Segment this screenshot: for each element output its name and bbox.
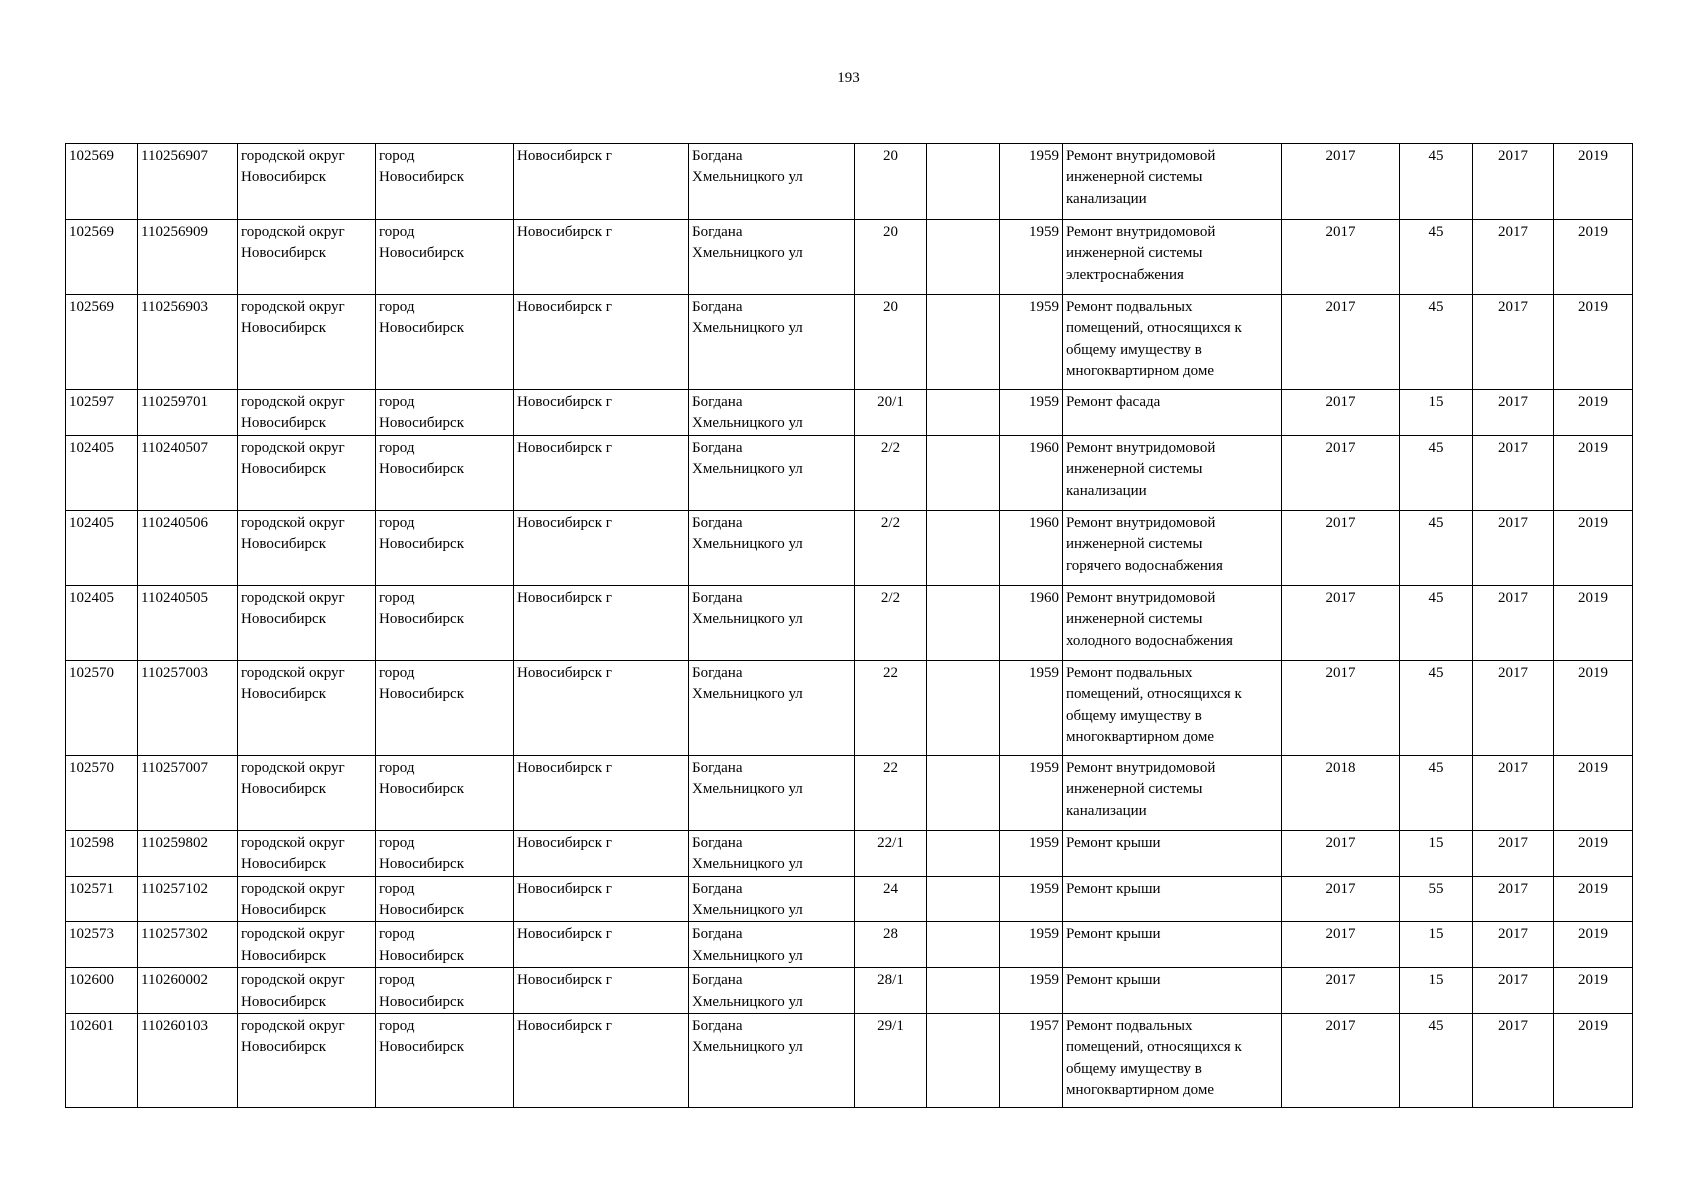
cell-wear-percent: 15 [1400, 390, 1473, 436]
table-row [66, 510, 1633, 585]
cell-house-number: 22 [855, 660, 927, 755]
cell-work-type: Ремонт крыши [1063, 968, 1282, 1014]
cell-street: Богдана Хмельницкого ул [689, 390, 855, 436]
cell-planned-year: 2017 [1282, 220, 1400, 295]
cell-municipality: городской округ Новосибирск [238, 922, 376, 968]
table-row [66, 968, 1633, 1014]
cell-settlement: город Новосибирск [376, 755, 514, 830]
cell-wear-percent: 15 [1400, 830, 1473, 876]
cell-period-end: 2019 [1554, 295, 1633, 390]
cell-city: Новосибирск г [514, 435, 689, 510]
cell-settlement: город Новосибирск [376, 968, 514, 1014]
cell-extra [927, 585, 1000, 660]
cell-house-number: 2/2 [855, 510, 927, 585]
cell-period-end: 2019 [1554, 510, 1633, 585]
cell-house-id: 102405 [66, 510, 138, 585]
cell-year-built: 1957 [1000, 1014, 1063, 1108]
table-body [66, 144, 1633, 1108]
table-row [66, 1014, 1633, 1108]
cell-period-end: 2019 [1554, 435, 1633, 510]
cell-house-id: 102405 [66, 585, 138, 660]
cell-house-id: 102569 [66, 220, 138, 295]
cell-period-start: 2017 [1473, 755, 1554, 830]
cell-work-code: 110257302 [138, 922, 238, 968]
cell-municipality: городской округ Новосибирск [238, 660, 376, 755]
cell-house-number: 28 [855, 922, 927, 968]
table-row [66, 922, 1633, 968]
cell-house-number: 22 [855, 755, 927, 830]
cell-house-number: 2/2 [855, 435, 927, 510]
cell-work-type: Ремонт крыши [1063, 876, 1282, 922]
cell-wear-percent: 45 [1400, 585, 1473, 660]
cell-work-code: 110240507 [138, 435, 238, 510]
cell-extra [927, 220, 1000, 295]
cell-period-start: 2017 [1473, 660, 1554, 755]
cell-extra [927, 660, 1000, 755]
cell-period-start: 2017 [1473, 1014, 1554, 1108]
cell-city: Новосибирск г [514, 295, 689, 390]
cell-year-built: 1959 [1000, 295, 1063, 390]
cell-period-start: 2017 [1473, 435, 1554, 510]
cell-house-id: 102569 [66, 144, 138, 220]
cell-street: Богдана Хмельницкого ул [689, 435, 855, 510]
cell-year-built: 1959 [1000, 968, 1063, 1014]
cell-street: Богдана Хмельницкого ул [689, 755, 855, 830]
cell-planned-year: 2017 [1282, 968, 1400, 1014]
cell-extra [927, 144, 1000, 220]
cell-work-type: Ремонт внутридомовой инженерной системы электроснабжения [1063, 220, 1282, 295]
cell-settlement: город Новосибирск [376, 390, 514, 436]
cell-street: Богдана Хмельницкого ул [689, 968, 855, 1014]
cell-work-type: Ремонт крыши [1063, 830, 1282, 876]
cell-work-type: Ремонт крыши [1063, 922, 1282, 968]
table-row [66, 585, 1633, 660]
cell-work-code: 110260002 [138, 968, 238, 1014]
cell-planned-year: 2017 [1282, 144, 1400, 220]
cell-settlement: город Новосибирск [376, 922, 514, 968]
cell-house-id: 102598 [66, 830, 138, 876]
cell-house-id: 102571 [66, 876, 138, 922]
cell-municipality: городской округ Новосибирск [238, 968, 376, 1014]
cell-house-number: 2/2 [855, 585, 927, 660]
cell-work-code: 110256909 [138, 220, 238, 295]
cell-period-end: 2019 [1554, 922, 1633, 968]
cell-city: Новосибирск г [514, 876, 689, 922]
cell-work-type: Ремонт внутридомовой инженерной системы канализации [1063, 435, 1282, 510]
cell-settlement: город Новосибирск [376, 220, 514, 295]
cell-settlement: город Новосибирск [376, 830, 514, 876]
cell-work-type: Ремонт внутридомовой инженерной системы канализации [1063, 144, 1282, 220]
cell-planned-year: 2017 [1282, 830, 1400, 876]
cell-year-built: 1959 [1000, 922, 1063, 968]
cell-period-start: 2017 [1473, 295, 1554, 390]
cell-municipality: городской округ Новосибирск [238, 830, 376, 876]
cell-year-built: 1959 [1000, 830, 1063, 876]
cell-municipality: городской округ Новосибирск [238, 144, 376, 220]
cell-period-start: 2017 [1473, 220, 1554, 295]
cell-work-type: Ремонт подвальных помещений, относящихся к общему имуществу в многоквартирном доме [1063, 1014, 1282, 1108]
cell-work-type: Ремонт подвальных помещений, относящихся к общему имуществу в многоквартирном доме [1063, 660, 1282, 755]
cell-period-end: 2019 [1554, 660, 1633, 755]
cell-planned-year: 2017 [1282, 876, 1400, 922]
cell-house-id: 102569 [66, 295, 138, 390]
cell-house-id: 102570 [66, 755, 138, 830]
cell-year-built: 1959 [1000, 220, 1063, 295]
cell-extra [927, 1014, 1000, 1108]
cell-street: Богдана Хмельницкого ул [689, 220, 855, 295]
cell-wear-percent: 15 [1400, 922, 1473, 968]
table-row [66, 295, 1633, 390]
cell-house-number: 28/1 [855, 968, 927, 1014]
cell-city: Новосибирск г [514, 390, 689, 436]
cell-wear-percent: 45 [1400, 755, 1473, 830]
cell-period-end: 2019 [1554, 390, 1633, 436]
cell-street: Богдана Хмельницкого ул [689, 830, 855, 876]
cell-extra [927, 295, 1000, 390]
cell-period-end: 2019 [1554, 876, 1633, 922]
cell-wear-percent: 45 [1400, 510, 1473, 585]
cell-year-built: 1960 [1000, 435, 1063, 510]
cell-settlement: город Новосибирск [376, 435, 514, 510]
cell-house-id: 102597 [66, 390, 138, 436]
cell-extra [927, 922, 1000, 968]
cell-wear-percent: 45 [1400, 435, 1473, 510]
cell-planned-year: 2017 [1282, 435, 1400, 510]
cell-period-end: 2019 [1554, 220, 1633, 295]
cell-work-code: 110257007 [138, 755, 238, 830]
cell-extra [927, 968, 1000, 1014]
cell-period-start: 2017 [1473, 390, 1554, 436]
cell-planned-year: 2017 [1282, 585, 1400, 660]
cell-planned-year: 2017 [1282, 1014, 1400, 1108]
cell-work-code: 110257003 [138, 660, 238, 755]
cell-house-id: 102600 [66, 968, 138, 1014]
cell-house-number: 20 [855, 295, 927, 390]
cell-house-id: 102573 [66, 922, 138, 968]
cell-street: Богдана Хмельницкого ул [689, 876, 855, 922]
cell-period-start: 2017 [1473, 144, 1554, 220]
cell-house-number: 20/1 [855, 390, 927, 436]
cell-municipality: городской округ Новосибирск [238, 435, 376, 510]
cell-extra [927, 876, 1000, 922]
cell-year-built: 1959 [1000, 144, 1063, 220]
cell-extra [927, 435, 1000, 510]
cell-planned-year: 2017 [1282, 295, 1400, 390]
cell-municipality: городской округ Новосибирск [238, 510, 376, 585]
cell-period-end: 2019 [1554, 830, 1633, 876]
table-row [66, 660, 1633, 755]
cell-planned-year: 2017 [1282, 390, 1400, 436]
cell-extra [927, 755, 1000, 830]
cell-municipality: городской округ Новосибирск [238, 390, 376, 436]
cell-extra [927, 830, 1000, 876]
cell-street: Богдана Хмельницкого ул [689, 1014, 855, 1108]
cell-period-end: 2019 [1554, 755, 1633, 830]
cell-wear-percent: 45 [1400, 295, 1473, 390]
cell-work-code: 110257102 [138, 876, 238, 922]
cell-house-number: 24 [855, 876, 927, 922]
cell-city: Новосибирск г [514, 968, 689, 1014]
cell-street: Богдана Хмельницкого ул [689, 295, 855, 390]
page-number: 193 [837, 70, 860, 86]
cell-year-built: 1959 [1000, 755, 1063, 830]
cell-wear-percent: 55 [1400, 876, 1473, 922]
cell-planned-year: 2017 [1282, 510, 1400, 585]
cell-house-id: 102405 [66, 435, 138, 510]
cell-street: Богдана Хмельницкого ул [689, 922, 855, 968]
cell-settlement: город Новосибирск [376, 144, 514, 220]
cell-settlement: город Новосибирск [376, 1014, 514, 1108]
cell-period-start: 2017 [1473, 876, 1554, 922]
cell-city: Новосибирск г [514, 660, 689, 755]
cell-city: Новосибирск г [514, 830, 689, 876]
cell-period-start: 2017 [1473, 830, 1554, 876]
cell-municipality: городской округ Новосибирск [238, 876, 376, 922]
cell-street: Богдана Хмельницкого ул [689, 585, 855, 660]
cell-house-number: 20 [855, 220, 927, 295]
cell-city: Новосибирск г [514, 220, 689, 295]
cell-period-end: 2019 [1554, 585, 1633, 660]
cell-municipality: городской округ Новосибирск [238, 755, 376, 830]
cell-work-type: Ремонт внутридомовой инженерной системы горячего водоснабжения [1063, 510, 1282, 585]
cell-municipality: городской округ Новосибирск [238, 295, 376, 390]
cell-year-built: 1960 [1000, 510, 1063, 585]
cell-city: Новосибирск г [514, 144, 689, 220]
cell-work-code: 110256903 [138, 295, 238, 390]
cell-house-number: 29/1 [855, 1014, 927, 1108]
cell-city: Новосибирск г [514, 585, 689, 660]
cell-city: Новосибирск г [514, 510, 689, 585]
cell-house-number: 22/1 [855, 830, 927, 876]
cell-year-built: 1960 [1000, 585, 1063, 660]
table-row [66, 390, 1633, 436]
cell-work-type: Ремонт внутридомовой инженерной системы холодного водоснабжения [1063, 585, 1282, 660]
cell-wear-percent: 45 [1400, 144, 1473, 220]
cell-street: Богдана Хмельницкого ул [689, 144, 855, 220]
cell-period-end: 2019 [1554, 1014, 1633, 1108]
table-row [66, 755, 1633, 830]
cell-period-start: 2017 [1473, 968, 1554, 1014]
table-row [66, 830, 1633, 876]
cell-planned-year: 2017 [1282, 660, 1400, 755]
table-row [66, 220, 1633, 295]
cell-work-type: Ремонт внутридомовой инженерной системы канализации [1063, 755, 1282, 830]
cell-city: Новосибирск г [514, 755, 689, 830]
cell-work-code: 110259701 [138, 390, 238, 436]
cell-period-start: 2017 [1473, 922, 1554, 968]
cell-period-start: 2017 [1473, 510, 1554, 585]
cell-period-end: 2019 [1554, 968, 1633, 1014]
cell-work-type: Ремонт подвальных помещений, относящихся к общему имуществу в многоквартирном доме [1063, 295, 1282, 390]
table-row [66, 876, 1633, 922]
cell-year-built: 1959 [1000, 876, 1063, 922]
cell-extra [927, 390, 1000, 436]
cell-wear-percent: 45 [1400, 1014, 1473, 1108]
cell-planned-year: 2018 [1282, 755, 1400, 830]
cell-work-type: Ремонт фасада [1063, 390, 1282, 436]
cell-wear-percent: 45 [1400, 660, 1473, 755]
cell-year-built: 1959 [1000, 660, 1063, 755]
cell-settlement: город Новосибирск [376, 295, 514, 390]
cell-municipality: городской округ Новосибирск [238, 585, 376, 660]
cell-settlement: город Новосибирск [376, 660, 514, 755]
cell-street: Богдана Хмельницкого ул [689, 660, 855, 755]
cell-house-id: 102601 [66, 1014, 138, 1108]
cell-settlement: город Новосибирск [376, 510, 514, 585]
cell-municipality: городской округ Новосибирск [238, 1014, 376, 1108]
cell-house-id: 102570 [66, 660, 138, 755]
cell-work-code: 110256907 [138, 144, 238, 220]
cell-wear-percent: 15 [1400, 968, 1473, 1014]
cell-city: Новосибирск г [514, 1014, 689, 1108]
cell-period-end: 2019 [1554, 144, 1633, 220]
cell-settlement: город Новосибирск [376, 585, 514, 660]
cell-period-start: 2017 [1473, 585, 1554, 660]
cell-street: Богдана Хмельницкого ул [689, 510, 855, 585]
cell-planned-year: 2017 [1282, 922, 1400, 968]
cell-work-code: 110240505 [138, 585, 238, 660]
cell-wear-percent: 45 [1400, 220, 1473, 295]
cell-work-code: 110260103 [138, 1014, 238, 1108]
cell-year-built: 1959 [1000, 390, 1063, 436]
cell-settlement: город Новосибирск [376, 876, 514, 922]
cell-house-number: 20 [855, 144, 927, 220]
table-row [66, 144, 1633, 220]
cell-city: Новосибирск г [514, 922, 689, 968]
table-row [66, 435, 1633, 510]
capital-repair-table [65, 143, 1633, 1108]
cell-extra [927, 510, 1000, 585]
cell-municipality: городской округ Новосибирск [238, 220, 376, 295]
cell-work-code: 110259802 [138, 830, 238, 876]
cell-work-code: 110240506 [138, 510, 238, 585]
